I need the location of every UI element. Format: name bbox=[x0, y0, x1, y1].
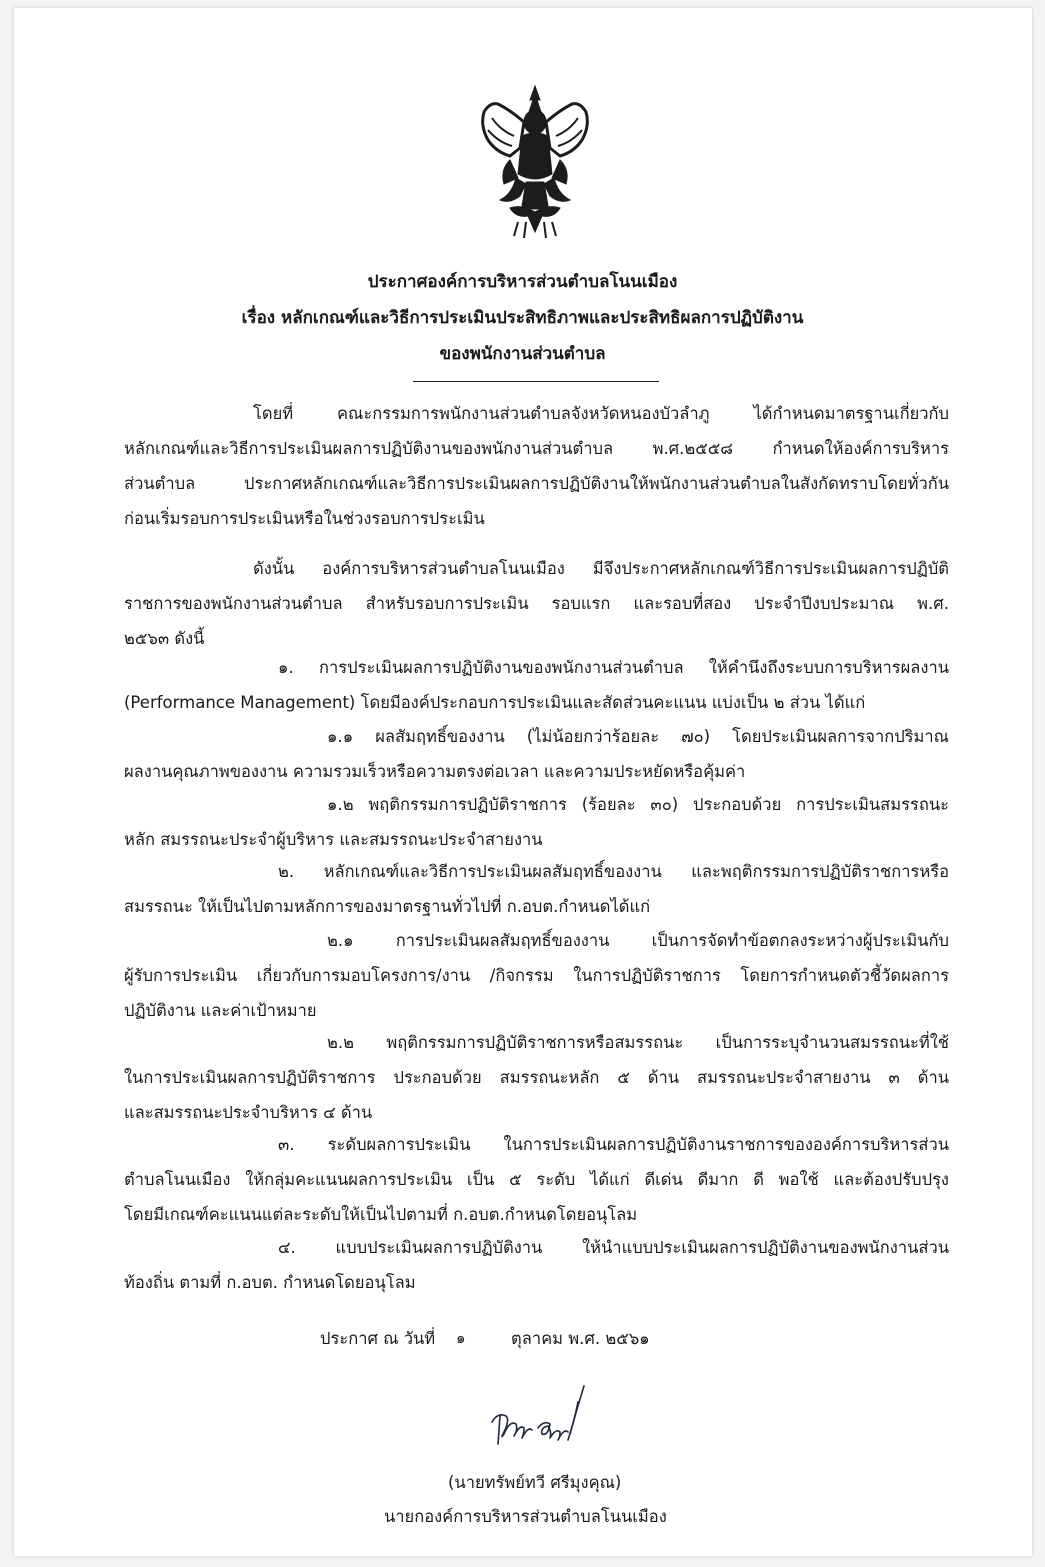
signer-position: นายกองค์การบริหารส่วนตำบลโนนเมือง bbox=[384, 1507, 667, 1526]
body-line: ก่อนเริ่มรอบการประเมินหรือในช่วงรอบการประเมิน bbox=[124, 509, 485, 528]
handwritten-signature bbox=[488, 1382, 588, 1454]
title-line-3: ของพนักงานส่วนตำบล bbox=[439, 344, 606, 364]
body-line: ๑. การประเมินผลการปฏิบัติงานของพนักงานส่วนตำบล ให้คำนึงถึงระบบการบริหารผลงาน bbox=[278, 658, 949, 677]
body-line: ปฏิบัติงาน และค่าเป้าหมาย bbox=[124, 1001, 317, 1020]
title-line-1: ประกาศองค์การบริหารส่วนตำบลโนนเมือง bbox=[367, 272, 678, 292]
body-line: ดังนั้น องค์การบริหารส่วนตำบลโนนเมือง มีจึงประกาศหลักเกณฑ์วิธีการประเมินผลการปฏิบัติ bbox=[253, 559, 949, 578]
body-line: สมรรถนะ ให้เป็นไปตามหลักการของมาตรฐานทั่วไปที่ ก.อบต.กำหนดได้แก่ bbox=[124, 897, 651, 916]
signer-name: (นายทรัพย์ทวี ศรีมุงคุณ) bbox=[448, 1473, 622, 1492]
body-line: ผลงานคุณภาพของงาน ความรวมเร็วหรือความตรงต่อเวลา และความประหยัดหรือคุ้มค่า bbox=[124, 762, 746, 781]
body-line: โดยมีเกณฑ์คะแนนแต่ละระดับให้เป็นไปตามที่ ก.อบต.กำหนดโดยอนุโลม bbox=[124, 1205, 638, 1224]
body-line: ในการประเมินผลการปฏิบัติราชการ ประกอบด้วย สมรรถนะหลัก ๕ ด้าน สมรรถนะประจำสายงาน ๓ ด้าน bbox=[124, 1068, 949, 1087]
body-line: ราชการของพนักงานส่วนตำบล สำหรับรอบการประเมิน รอบแรก และรอบที่สอง ประจำปีงบประมาณ พ.ศ. bbox=[124, 594, 949, 613]
body-line: โดยที่ คณะกรรมการพนักงานส่วนตำบลจังหวัดหนองบัวลำภู ได้กำหนดมาตรฐานเกี่ยวกับ bbox=[253, 404, 949, 423]
body-line: ผู้รับการประเมิน เกี่ยวกับการมอบโครงการ/งาน /กิจกรรม ในการปฏิบัติราชการ โดยการกำหนดตัวชี้วัดผลการ bbox=[124, 966, 949, 985]
body-line: ๔. แบบประเมินผลการปฏิบัติงาน ให้นำแบบประเมินผลการปฏิบัติงานของพนักงานส่วน bbox=[278, 1238, 949, 1257]
body-line: ท้องถิ่น ตามที่ ก.อบต. กำหนดโดยอนุโลม bbox=[124, 1273, 416, 1292]
body-line: ๒๕๖๓ ดังนี้ bbox=[124, 629, 205, 648]
body-line: ๒.๑ การประเมินผลสัมฤทธิ์ของงาน เป็นการจัดทำข้อตกลงระหว่างผู้ประเมินกับ bbox=[327, 931, 949, 950]
body-line: ๑.๑ ผลสัมฤทธิ์ของงาน (ไม่น้อยกว่าร้อยละ ๗๐) โดยประเมินผลการจากปริมาณ bbox=[327, 727, 949, 746]
garuda-emblem-icon bbox=[470, 82, 600, 242]
body-line: ตำบลโนนเมือง ให้กลุ่มคะแนนผลการประเมิน เป็น ๕ ระดับ ได้แก่ ดีเด่น ดีมาก ดี พอใช้ และต้องปรับปรุง bbox=[124, 1170, 949, 1189]
title-line-2: เรื่อง หลักเกณฑ์และวิธีการประเมินประสิทธิภาพและประสิทธิผลการปฏิบัติงาน bbox=[241, 308, 804, 328]
date-day: ๑ bbox=[456, 1329, 466, 1347]
date-month-year: ตุลาคม พ.ศ. ๒๕๖๑ bbox=[511, 1329, 650, 1348]
body-line: ๓. ระดับผลการประเมิน ในการประเมินผลการปฏิบัติงานราชการขององค์การบริหารส่วน bbox=[278, 1135, 949, 1154]
body-line: หลัก สมรรถนะประจำผู้บริหาร และสมรรถนะประจำสายงาน bbox=[124, 830, 543, 849]
body-line: และสมรรถนะประจำบริหาร ๔ ด้าน bbox=[124, 1103, 373, 1122]
body-line: ๒.๒ พฤติกรรมการปฏิบัติราชการหรือสมรรถนะ เป็นการระบุจำนวนสมรรถนะที่ใช้ bbox=[327, 1033, 949, 1052]
body-line: หลักเกณฑ์และวิธีการประเมินผลการปฏิบัติงานของพนักงานส่วนตำบล พ.ศ.๒๕๕๘ กำหนดให้องค์การบริหาร bbox=[124, 439, 949, 458]
title-underline bbox=[413, 381, 659, 382]
body-line: ๒. หลักเกณฑ์และวิธีการประเมินผลสัมฤทธิ์ของงาน และพฤติกรรมการปฏิบัติราชการหรือ bbox=[278, 862, 949, 881]
date-prefix: ประกาศ ณ วันที่ bbox=[320, 1329, 436, 1348]
body-line: ส่วนตำบล ประกาศหลักเกณฑ์และวิธีการประเมินผลการปฏิบัติงานให้พนักงานส่วนตำบลในสังกัดทราบโดยทั่วกัน bbox=[124, 474, 949, 493]
body-line: (Performance Management) โดยมีองค์ประกอบการประเมินและสัดส่วนคะแนน แบ่งเป็น ๒ ส่วน ได้แก่ bbox=[124, 693, 866, 712]
body-line: ๑.๒ พฤติกรรมการปฏิบัติราชการ (ร้อยละ ๓๐) ประกอบด้วย การประเมินสมรรถนะ bbox=[327, 795, 949, 814]
